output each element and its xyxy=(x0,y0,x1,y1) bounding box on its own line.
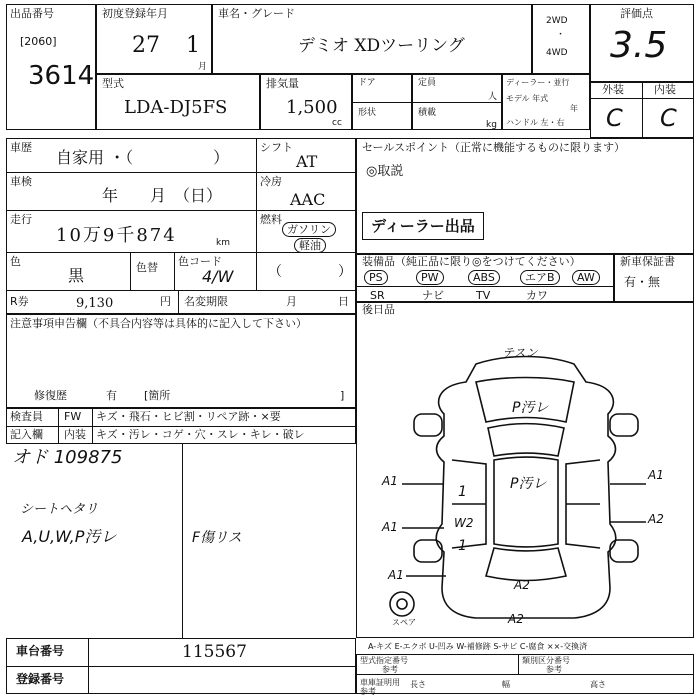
color-label: 色 xyxy=(10,255,21,268)
warranty-value: 有・無 xyxy=(624,275,661,289)
name-label: 車名・グレード xyxy=(218,7,295,20)
mark-w2: W2 xyxy=(454,516,474,530)
fw-items: キズ・飛石・ヒビ割・リペア跡・×要 xyxy=(96,410,281,423)
mark-a2-right: A2 xyxy=(648,512,664,526)
ac-label: 冷房 xyxy=(260,175,282,188)
equip-ps: PS xyxy=(364,270,388,285)
category-reference: 参考 xyxy=(546,665,562,674)
color-code-label: 色コード xyxy=(178,255,222,268)
model-value: LDA-DJ5FS xyxy=(124,97,228,118)
mark-1-upper: 1 xyxy=(458,484,467,500)
color-change-label: 色替 xyxy=(136,261,158,274)
sales-point-label: セールスポイント（正常に機能するものに限ります） xyxy=(362,141,626,154)
load-unit: kg xyxy=(486,120,497,130)
mark-a1-left-mid: A1 xyxy=(382,520,398,534)
reg-label: 登録番号 xyxy=(16,672,65,686)
color-code-value: 4/W xyxy=(202,267,234,286)
category-label: 類別区分番号 xyxy=(522,656,570,665)
left-front-wheel xyxy=(414,414,442,436)
right-front-wheel xyxy=(610,414,638,436)
repair-value: 有 xyxy=(106,389,117,402)
history-value: 自家用 ・（ ） xyxy=(56,148,230,167)
repair-place-label: [箇所 xyxy=(144,389,171,402)
recycle-value: 9,130 xyxy=(76,296,114,311)
manual: ◎取説 xyxy=(366,164,404,179)
recycle-label: R券 xyxy=(10,295,29,308)
disp-value: 1,500 xyxy=(286,97,338,118)
diag-roof-note: P汚レ xyxy=(512,400,549,416)
shift-label: シフト xyxy=(260,141,293,154)
equip-navi: ナビ xyxy=(422,289,444,302)
windshield xyxy=(488,424,564,457)
interior-label: 内装 xyxy=(64,428,86,441)
cert-label: 車庫証明用 参考 xyxy=(360,678,400,696)
capacity-label: 定員 xyxy=(418,78,437,88)
warranty-label: 新車保証書 xyxy=(620,255,675,268)
lot-label: 出品番号 xyxy=(10,7,54,20)
equip-abs: ABS xyxy=(468,270,500,285)
chassis-vline xyxy=(88,638,89,694)
drive-2wd: 2WD xyxy=(546,16,568,26)
mark-a1-left-front: A1 xyxy=(382,474,398,488)
auction-sheet xyxy=(6,4,694,694)
load-label: 積載 xyxy=(418,108,437,118)
equip-sr: SR xyxy=(370,289,385,302)
year-unit: 年 xyxy=(570,104,578,113)
reg-month: 1 xyxy=(186,33,200,58)
equip-tv: TV xyxy=(476,289,491,302)
ac-value: AAC xyxy=(290,190,326,209)
lot-code: [2060] xyxy=(20,35,57,48)
length-label: 長さ xyxy=(410,680,426,689)
inspector-label: 検査員 xyxy=(10,410,43,423)
mark-a1-right: A1 xyxy=(648,468,664,482)
dealer-badge: ディーラー出品 xyxy=(362,212,484,240)
handwritten-seat: シートヘタリ xyxy=(20,502,99,517)
shape-label: 形状 xyxy=(358,108,377,118)
designation-vline xyxy=(518,654,519,674)
diag-spare-label: スペア xyxy=(392,618,416,627)
chassis-value: 115567 xyxy=(182,642,247,662)
lot-number: 3614 xyxy=(28,61,95,91)
reg-year: 27 xyxy=(132,33,160,58)
first-reg-label: 初度登録年月 xyxy=(102,7,168,20)
int-grade: C xyxy=(660,104,677,132)
handle-label: ハンドル 左・右 xyxy=(506,118,565,127)
fw-label: FW xyxy=(64,410,82,423)
car-name: デミオ XDツーリング xyxy=(298,36,465,56)
ext-label: 外装 xyxy=(602,83,624,96)
ext-grade: C xyxy=(606,104,623,132)
mileage-value: 10万9千874 xyxy=(56,225,177,246)
name-change-day: 日 xyxy=(338,295,349,308)
rear-glass xyxy=(486,548,566,581)
mark-a2-bumper: A2 xyxy=(508,612,524,626)
drive-dot: ・ xyxy=(556,30,566,40)
type-reference: 参考 xyxy=(382,665,398,674)
mark-a2-rear: A2 xyxy=(514,578,530,592)
type-designation: 型式指定番号 xyxy=(360,656,408,665)
history-label: 車歴 xyxy=(10,141,32,154)
model-year-label: モデル 年式 xyxy=(506,94,549,103)
disp-label: 排気量 xyxy=(266,77,299,90)
mark-a1-left-rear: A1 xyxy=(388,568,404,582)
inspection-value: 年 月 （日） xyxy=(102,186,223,205)
chassis-line xyxy=(6,666,356,667)
designation-line xyxy=(356,674,694,675)
mark-1-lower: 1 xyxy=(458,538,467,554)
name-change-label: 名変期限 xyxy=(184,295,228,308)
equip-leather: カワ xyxy=(526,289,548,302)
handwritten-odo: オド 109875 xyxy=(12,447,123,468)
month-unit: 月 xyxy=(198,62,208,72)
caution-label: 注意事項申告欄（不具合内容等は具体的に記入して下さい） xyxy=(10,317,307,330)
car-diagram xyxy=(6,4,694,694)
drive-4wd: 4WD xyxy=(546,48,568,58)
recycle-unit: 円 xyxy=(160,295,171,308)
diag-body-note: P汚レ xyxy=(510,476,547,492)
mileage-unit: km xyxy=(216,238,230,248)
legend-text: A-キズ E-エクボ U-凹み W-補修跡 S-サビ C-腐食 ××-交換済 xyxy=(368,642,588,651)
post-fit-label: 後日品 xyxy=(362,303,395,316)
equip-aw: AW xyxy=(572,270,600,285)
handwritten-interior: A,U,W,P汚レ xyxy=(22,527,117,546)
equipment-label: 装備品（純正品に限り◎をつけてください） xyxy=(362,255,581,268)
capacity-unit: 人 xyxy=(488,92,498,102)
color-value: 黒 xyxy=(68,266,85,285)
height-label: 高さ xyxy=(590,680,606,689)
inspection-label: 車検 xyxy=(10,175,32,188)
equip-airbag: エアB xyxy=(520,270,560,285)
repair-place-end: ] xyxy=(340,389,345,402)
model-label: 型式 xyxy=(102,77,124,90)
dealer-label: ディーラー・並行 xyxy=(506,78,570,87)
fuel-gas: ガソリン xyxy=(282,222,336,237)
spare-tire xyxy=(390,592,414,616)
handwritten-floor: F傷リス xyxy=(192,530,242,546)
equip-pw: PW xyxy=(416,270,444,285)
mileage-label: 走行 xyxy=(10,213,32,226)
repair-label: 修復歴 xyxy=(34,389,67,402)
name-change-month: 月 xyxy=(286,295,297,308)
width-label: 幅 xyxy=(502,680,510,689)
int-label: 内装 xyxy=(654,83,676,96)
fuel-label: 燃料 xyxy=(260,213,282,226)
entry-label: 記入欄 xyxy=(10,428,43,441)
chassis-label: 車台番号 xyxy=(16,644,65,658)
spare-hub xyxy=(397,599,407,609)
score-value: 3.5 xyxy=(610,25,668,66)
disp-unit: cc xyxy=(332,118,342,128)
roof xyxy=(494,457,558,547)
door-label: ドア xyxy=(358,78,376,88)
fuel-diesel: 軽油 xyxy=(294,238,326,253)
color-paren: （ ） xyxy=(268,264,352,280)
interior-items: キズ・汚レ・コゲ・穴・スレ・キレ・破レ xyxy=(96,428,305,441)
shift-value: AT xyxy=(296,152,318,171)
score-label: 評価点 xyxy=(620,7,653,20)
diag-top-note: テスン xyxy=(502,346,538,360)
